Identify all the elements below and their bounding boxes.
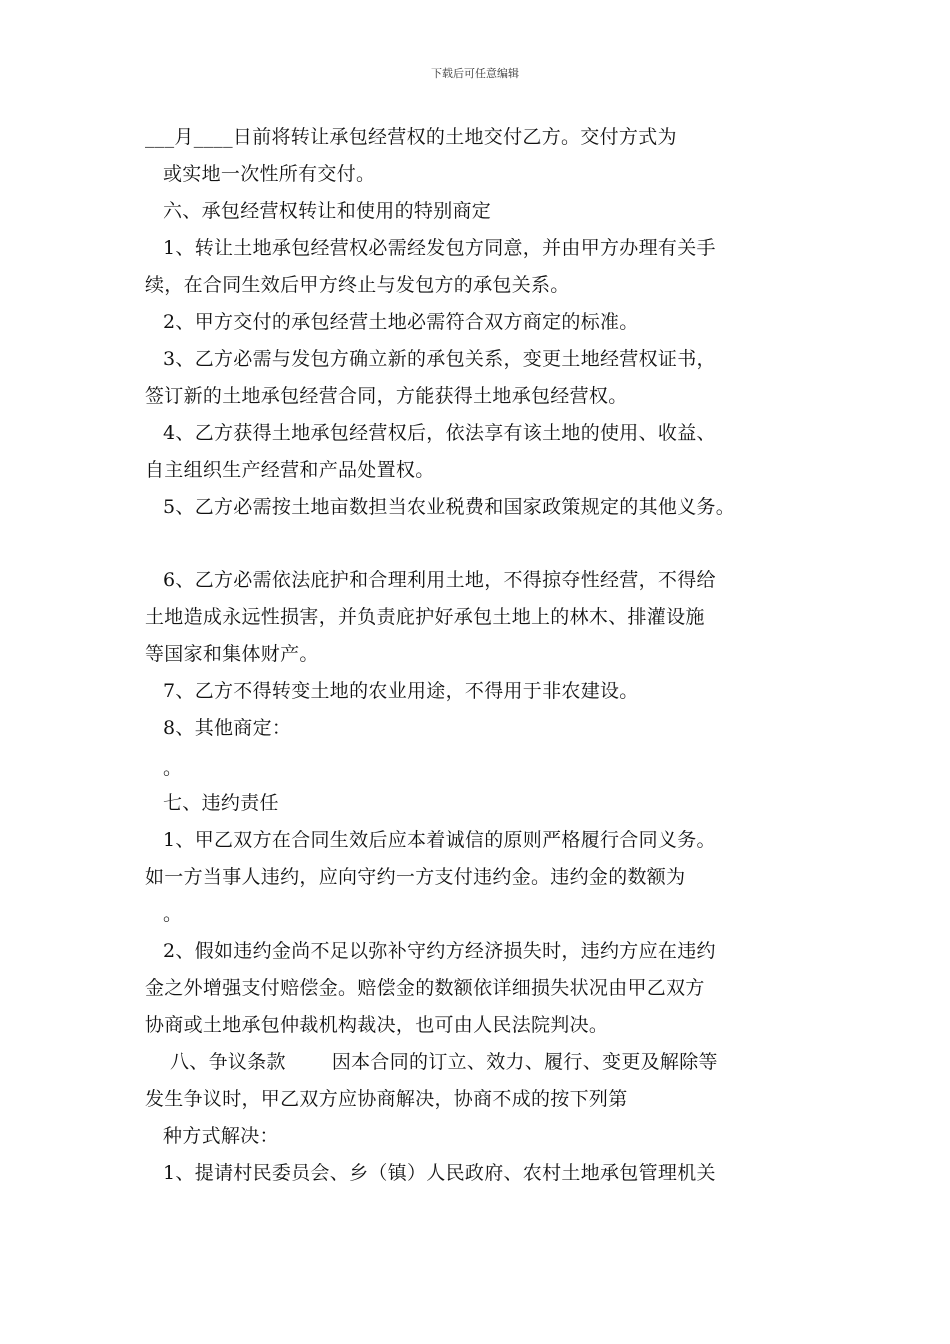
text-line: 金之外增强支付赔偿金。赔偿金的数额依详细损失状况由甲乙双方 [145, 977, 705, 999]
text-line: 1、甲乙双方在合同生效后应本着诚信的原则严格履行合同义务。 [163, 829, 716, 851]
text-line: 土地造成永远性损害，并负责庇护好承包土地上的林木、排灌设施 [145, 606, 705, 628]
text-line: 2、甲方交付的承包经营土地必需符合双方商定的标准。 [163, 311, 639, 333]
text-line: 发生争议时，甲乙双方应协商解决，协商不成的按下列第 [145, 1088, 628, 1110]
section-heading-line [170, 1050, 718, 1074]
text-line: 签订新的土地承包经营合同，方能获得土地承包经营权。 [145, 385, 628, 407]
text-line: 3、乙方必需与发包方确立新的承包关系，变更土地经营权证书， [163, 348, 716, 370]
text-line: 1、提请村民委员会、乡（镇）人民政府、农村土地承包管理机关 [163, 1162, 716, 1184]
text-line: 4、乙方获得土地承包经营权后，依法享有该土地的使用、收益、 [163, 422, 716, 444]
text-line: 如一方当事人违约，应向守约一方支付违约金。违约金的数额为 [145, 866, 686, 888]
text-line: 2、假如违约金尚不足以弥补守约方经济损失时，违约方应在违约 [163, 940, 716, 962]
text-line: 。 [163, 757, 183, 779]
text-line: 或实地一次性所有交付。 [163, 163, 376, 185]
text-span: 因本合同的订立、效力、履行、变更及解除等 [331, 1051, 718, 1073]
text-line: 种方式解决： [163, 1125, 279, 1147]
text-line: 协商或土地承包仲裁机构裁决，也可由人民法院判决。 [145, 1014, 609, 1036]
section-heading: 七、违约责任 [163, 792, 279, 814]
text-line: 1、转让土地承包经营权必需经发包方同意，并由甲方办理有关手 [163, 237, 716, 259]
text-line: 续，在合同生效后甲方终止与发包方的承包关系。 [145, 274, 570, 296]
text-line: ___月____日前将转让承包经营权的土地交付乙方。交付方式为 [145, 126, 677, 148]
section-heading: 六、承包经营权转让和使用的特别商定 [163, 200, 492, 222]
text-line: 。 [163, 903, 183, 925]
text-line: 自主组织生产经营和产品处置权。 [145, 459, 435, 481]
text-line: 7、乙方不得转变土地的农业用途，不得用于非农建设。 [163, 680, 639, 702]
section-heading: 八、争议条款 [170, 1051, 286, 1073]
text-line: 等国家和集体财产。 [145, 643, 319, 665]
text-line: 6、乙方必需依法庇护和合理利用土地，不得掠夺性经营，不得给 [163, 569, 716, 591]
text-line: 8、其他商定： [163, 717, 292, 739]
text-line: 5、乙方必需按土地亩数担当农业税费和国家政策规定的其他义务。 [163, 496, 736, 518]
page-header: 下载后可任意编辑 [431, 67, 519, 80]
